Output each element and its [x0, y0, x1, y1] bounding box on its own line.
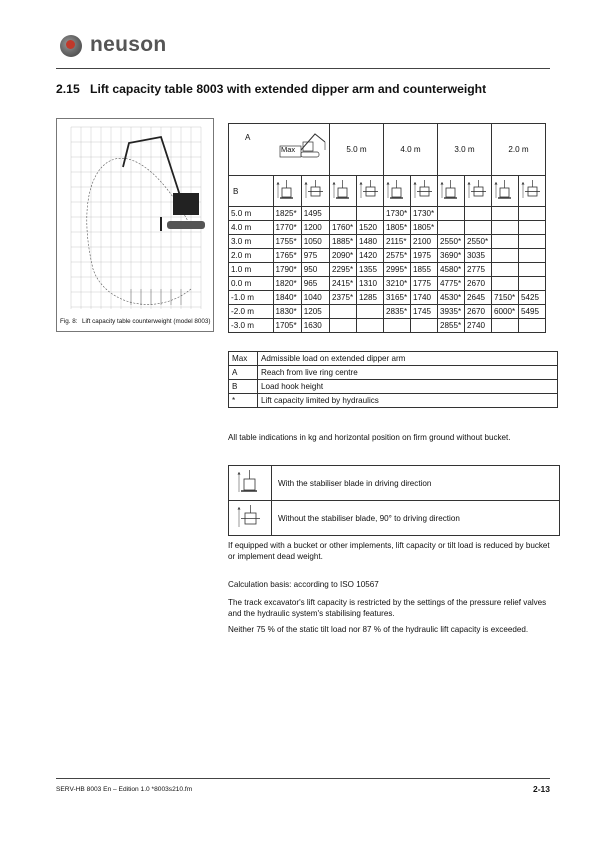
legend-row — [229, 394, 558, 408]
capacity-cell — [519, 263, 546, 277]
max-header — [273, 124, 330, 176]
capacity-cell — [330, 305, 357, 319]
figure-caption — [60, 318, 210, 325]
legend-row — [229, 352, 558, 366]
capacity-cell — [330, 319, 357, 333]
height-label: 4.0 m — [229, 221, 274, 235]
capacity-cell: 2415* — [330, 277, 357, 291]
footer-divider — [56, 778, 550, 779]
capacity-cell: 2855* — [438, 319, 465, 333]
paragraph-pressure-relief: The track excavator's lift capacity is restricted by the settings of the pressure relief valves and the hydraulic system's stabilising features. — [228, 598, 547, 618]
table-row — [229, 263, 546, 277]
stabiliser-blade-90-degrees-icon — [357, 176, 384, 207]
section-number: 2.15 — [56, 82, 80, 96]
capacity-cell: 1830* — [273, 305, 301, 319]
lift-range-figure — [56, 118, 214, 332]
legend-row — [229, 366, 558, 380]
height-label: 5.0 m — [229, 207, 274, 221]
header-divider — [56, 68, 550, 69]
legend-table — [228, 351, 558, 408]
stabiliser-blade-driving-direction-icon — [492, 176, 519, 207]
capacity-cell: 5495 — [519, 305, 546, 319]
stabiliser-blade-driving-direction-icon — [229, 466, 272, 501]
table-row — [229, 305, 546, 319]
height-label: 3.0 m — [229, 235, 274, 249]
legend-key: Max — [229, 352, 258, 366]
table-row — [229, 277, 546, 291]
capacity-cell: 2550* — [438, 235, 465, 249]
lift-capacity-table — [228, 123, 546, 333]
height-label: 2.0 m — [229, 249, 274, 263]
legend-key: B — [229, 380, 258, 394]
capacity-cell: 1790* — [273, 263, 301, 277]
capacity-cell — [384, 319, 411, 333]
icon-legend-text: Without the stabiliser blade, 90° to driving direction — [272, 501, 560, 536]
capacity-cell: 4530* — [438, 291, 465, 305]
capacity-cell: 1730* — [384, 207, 411, 221]
capacity-cell: 1755* — [273, 235, 301, 249]
capacity-cell: 1050 — [301, 235, 329, 249]
capacity-cell: 2115* — [384, 235, 411, 249]
capacity-cell — [465, 207, 492, 221]
capacity-cell: 2670 — [465, 277, 492, 291]
capacity-cell: 1285 — [357, 291, 384, 305]
capacity-cell — [492, 207, 519, 221]
capacity-cell: 1975 — [411, 249, 438, 263]
stabiliser-blade-90-degrees-icon — [465, 176, 492, 207]
table-row — [229, 249, 546, 263]
legend-key: A — [229, 366, 258, 380]
stabiliser-blade-90-degrees-icon — [301, 176, 329, 207]
height-label: -1.0 m — [229, 291, 274, 305]
capacity-cell: 2835* — [384, 305, 411, 319]
height-label: 1.0 m — [229, 263, 274, 277]
capacity-cell: 1705* — [273, 319, 301, 333]
capacity-cell: 3690* — [438, 249, 465, 263]
figure-label: Fig. 8: — [60, 318, 78, 325]
reach-header: 3.0 m — [438, 124, 492, 176]
capacity-cell: 2670 — [465, 305, 492, 319]
legend-text: Admissible load on extended dipper arm — [258, 352, 558, 366]
section-title: Lift capacity table 8003 with extended dipper arm and counterweight — [90, 82, 487, 96]
capacity-cell: 4775* — [438, 277, 465, 291]
capacity-cell: 2100 — [411, 235, 438, 249]
capacity-cell: 2550* — [465, 235, 492, 249]
note-units: All table indications in kg and horizontal position on firm ground without bucket. — [228, 433, 511, 442]
capacity-cell: 1200 — [301, 221, 329, 235]
table-row — [229, 221, 546, 235]
legend-text: Lift capacity limited by hydraulics — [258, 394, 558, 408]
legend-text: Reach from live ring centre — [258, 366, 558, 380]
table-row — [229, 291, 546, 305]
capacity-cell: 1730* — [411, 207, 438, 221]
capacity-cell: 1885* — [330, 235, 357, 249]
capacity-cell — [357, 207, 384, 221]
capacity-cell: 1630 — [301, 319, 329, 333]
capacity-cell: 1205 — [301, 305, 329, 319]
capacity-cell: 950 — [301, 263, 329, 277]
capacity-cell — [519, 277, 546, 291]
capacity-cell: 2090* — [330, 249, 357, 263]
capacity-cell: 1825* — [273, 207, 301, 221]
capacity-cell — [519, 319, 546, 333]
capacity-cell — [492, 263, 519, 277]
capacity-cell: 2995* — [384, 263, 411, 277]
paragraph-tilt-load: Neither 75 % of the static tilt load nor 87 % of the hydraulic lift capacity is exceeded. — [228, 625, 529, 634]
capacity-cell: 975 — [301, 249, 329, 263]
capacity-cell: 1420 — [357, 249, 384, 263]
section-heading — [56, 82, 486, 96]
stabiliser-blade-driving-direction-icon — [384, 176, 411, 207]
diagram-grid — [71, 127, 201, 309]
label-a-cell — [229, 124, 274, 176]
icon-legend-text: With the stabiliser blade in driving direction — [272, 466, 560, 501]
capacity-cell — [492, 277, 519, 291]
calculation-basis: Calculation basis: according to ISO 10567 — [228, 580, 379, 589]
excavator-body — [173, 193, 199, 215]
capacity-cell: 3210* — [384, 277, 411, 291]
capacity-cell — [519, 235, 546, 249]
legend-row — [229, 380, 558, 394]
capacity-cell: 7150* — [492, 291, 519, 305]
capacity-cell: 1765* — [273, 249, 301, 263]
capacity-cell — [492, 249, 519, 263]
figure-caption-text: Lift capacity table counterweight (model 8003) — [82, 318, 211, 325]
capacity-cell: 3035 — [465, 249, 492, 263]
capacity-cell: 1745 — [411, 305, 438, 319]
note-implements: If equipped with a bucket or other implements, lift capacity or tilt load is reduced by bucket or implement dead weight. — [228, 541, 550, 561]
height-label: -3.0 m — [229, 319, 274, 333]
capacity-cell: 965 — [301, 277, 329, 291]
capacity-cell: 1355 — [357, 263, 384, 277]
capacity-cell: 2375* — [330, 291, 357, 305]
footer-document-id: SERV-HB 8003 En – Edition 1.0 *8003s210.fm — [56, 786, 193, 793]
capacity-cell: 1520 — [357, 221, 384, 235]
capacity-cell: 2295* — [330, 263, 357, 277]
table-row — [229, 319, 546, 333]
stabiliser-blade-driving-direction-icon — [330, 176, 357, 207]
max-label: Max — [281, 145, 296, 154]
stabiliser-blade-driving-direction-icon — [273, 176, 301, 207]
capacity-cell: 1740 — [411, 291, 438, 305]
capacity-cell — [519, 207, 546, 221]
label-a: A — [245, 133, 251, 142]
capacity-cell: 1310 — [357, 277, 384, 291]
capacity-cell — [492, 221, 519, 235]
label-b-cell — [229, 176, 274, 207]
stabiliser-icons-table — [228, 465, 560, 536]
capacity-cell: 1480 — [357, 235, 384, 249]
stabiliser-blade-90-degrees-icon — [411, 176, 438, 207]
capacity-cell — [357, 305, 384, 319]
capacity-cell — [519, 221, 546, 235]
reach-header: 2.0 m — [492, 124, 546, 176]
capacity-cell: 6000* — [492, 305, 519, 319]
capacity-cell: 2645 — [465, 291, 492, 305]
capacity-cell: 1040 — [301, 291, 329, 305]
capacity-cell: 4580* — [438, 263, 465, 277]
height-label: -2.0 m — [229, 305, 274, 319]
capacity-cell — [492, 235, 519, 249]
capacity-cell: 2575* — [384, 249, 411, 263]
page-number: 2-13 — [532, 784, 550, 794]
reach-header: 5.0 m — [330, 124, 384, 176]
neuson-logo-icon — [60, 35, 82, 57]
capacity-cell: 3165* — [384, 291, 411, 305]
capacity-cell — [519, 249, 546, 263]
capacity-cell: 1760* — [330, 221, 357, 235]
capacity-cell: 2740 — [465, 319, 492, 333]
capacity-cell: 5425 — [519, 291, 546, 305]
excavator-track — [167, 221, 205, 229]
table-row — [229, 235, 546, 249]
stabiliser-blade-driving-direction-icon — [438, 176, 465, 207]
icon-legend-row — [229, 501, 560, 536]
capacity-cell: 1495 — [301, 207, 329, 221]
stabiliser-blade-90-degrees-icon — [229, 501, 272, 536]
reach-header: 4.0 m — [384, 124, 438, 176]
capacity-cell — [438, 207, 465, 221]
capacity-cell: 2775 — [465, 263, 492, 277]
capacity-cell: 1775 — [411, 277, 438, 291]
legend-key: * — [229, 394, 258, 408]
diagram-ticks — [131, 289, 181, 305]
capacity-cell: 1805* — [384, 221, 411, 235]
capacity-cell — [492, 319, 519, 333]
label-b: B — [233, 186, 239, 196]
brand-name: neuson — [90, 33, 167, 56]
capacity-cell: 1855 — [411, 263, 438, 277]
capacity-cell: 1770* — [273, 221, 301, 235]
capacity-cell: 3935* — [438, 305, 465, 319]
capacity-cell — [465, 221, 492, 235]
capacity-cell — [357, 319, 384, 333]
capacity-cell — [330, 207, 357, 221]
capacity-cell: 1820* — [273, 277, 301, 291]
capacity-cell — [438, 221, 465, 235]
capacity-cell — [411, 319, 438, 333]
height-label: 0.0 m — [229, 277, 274, 291]
icon-legend-row — [229, 466, 560, 501]
table-row — [229, 207, 546, 221]
stabiliser-blade-90-degrees-icon — [519, 176, 546, 207]
lift-range-diagram — [57, 119, 213, 331]
legend-text: Load hook height — [258, 380, 558, 394]
capacity-cell: 1805* — [411, 221, 438, 235]
capacity-cell: 1840* — [273, 291, 301, 305]
